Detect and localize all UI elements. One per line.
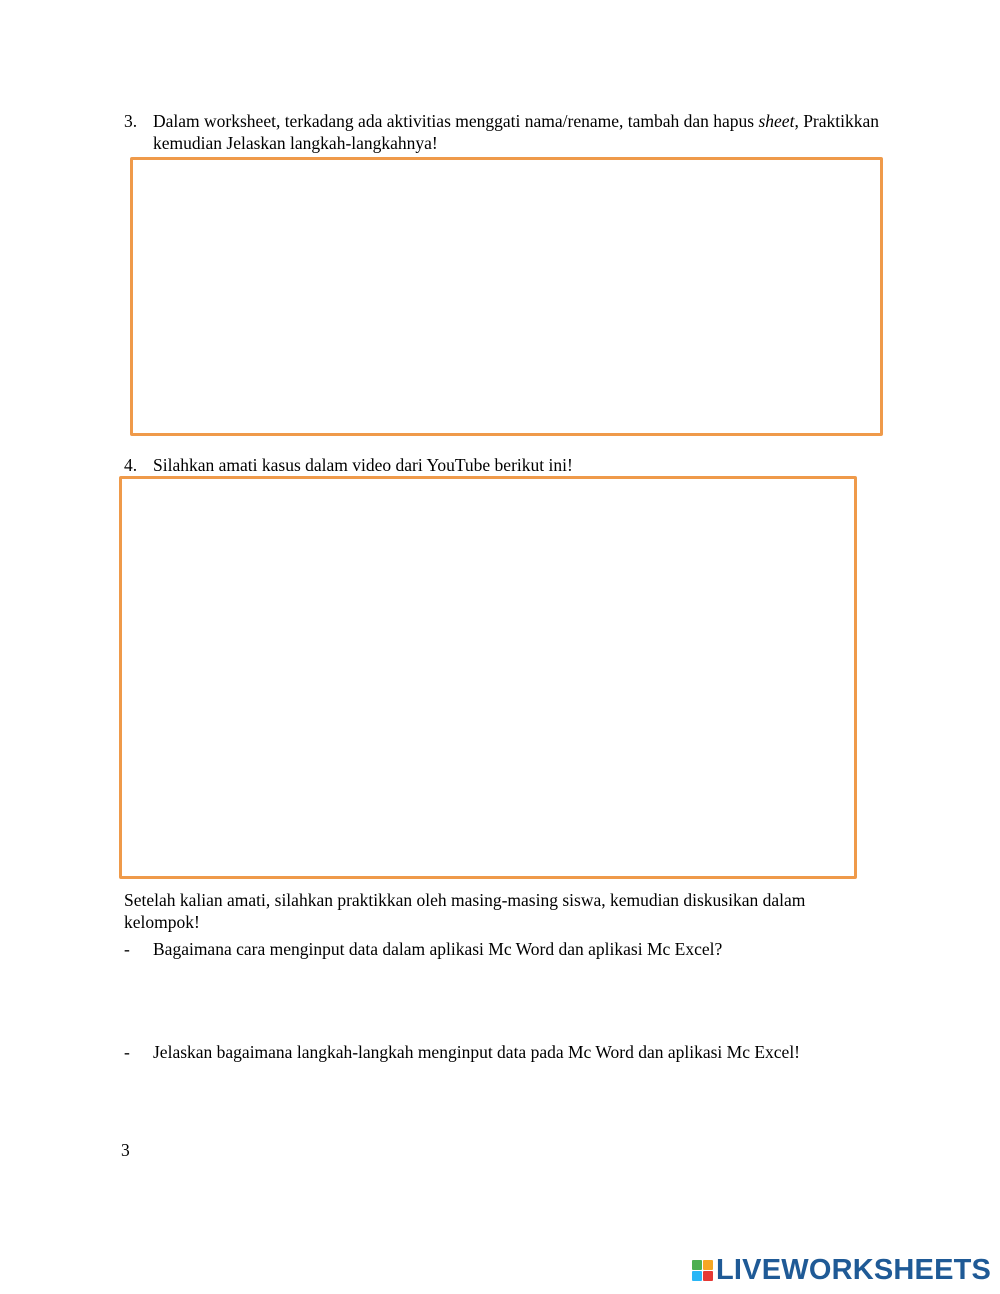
bullet-marker: -: [124, 939, 130, 959]
bullet-item-1: [124, 938, 954, 960]
instruction: [124, 889, 924, 933]
video-box-question-4[interactable]: [119, 476, 857, 879]
sheet-italic: sheet: [758, 111, 795, 131]
question-4-number: 4.: [124, 455, 138, 475]
bullet-text-2: Jelaskan bagaimana langkah-langkah menginput data pada Mc Word dan aplikasi Mc Excel!: [153, 1042, 801, 1062]
liveworksheets-logo-icon: [692, 1260, 713, 1281]
page-number: 3: [121, 1140, 130, 1160]
question-4: [124, 454, 954, 476]
bullet-text-1: Bagaimana cara menginput data dalam aplikasi Mc Word dan aplikasi Mc Excel?: [153, 939, 723, 959]
answer-box-question-3[interactable]: [130, 157, 883, 436]
instruction-line-2: kelompok!: [124, 912, 200, 932]
question-3-line2: kemudian Jelaskan langkah-langkahnya!: [153, 133, 438, 153]
question-3: [124, 110, 954, 154]
question-4-text: Silahkan amati kasus dalam video dari YouTube berikut ini!: [153, 455, 573, 475]
bullet-item-2: [124, 1041, 954, 1063]
liveworksheets-logo: [692, 1255, 991, 1285]
question-3-number: 3.: [124, 111, 138, 131]
instruction-line-1: Setelah kalian amati, silahkan praktikkan oleh masing-masing siswa, kemudian diskusikan dalam: [124, 890, 806, 910]
question-3-text: Dalam worksheet, terkadang ada aktivitias menggati nama/rename, tambah dan hapus sheet, Praktikkan kemudian Jelaskan langkah-langkahnya!: [153, 111, 880, 153]
bullet-marker: -: [124, 1042, 130, 1062]
liveworksheets-logo-text: LIVEWORKSHEETS: [716, 1254, 992, 1286]
